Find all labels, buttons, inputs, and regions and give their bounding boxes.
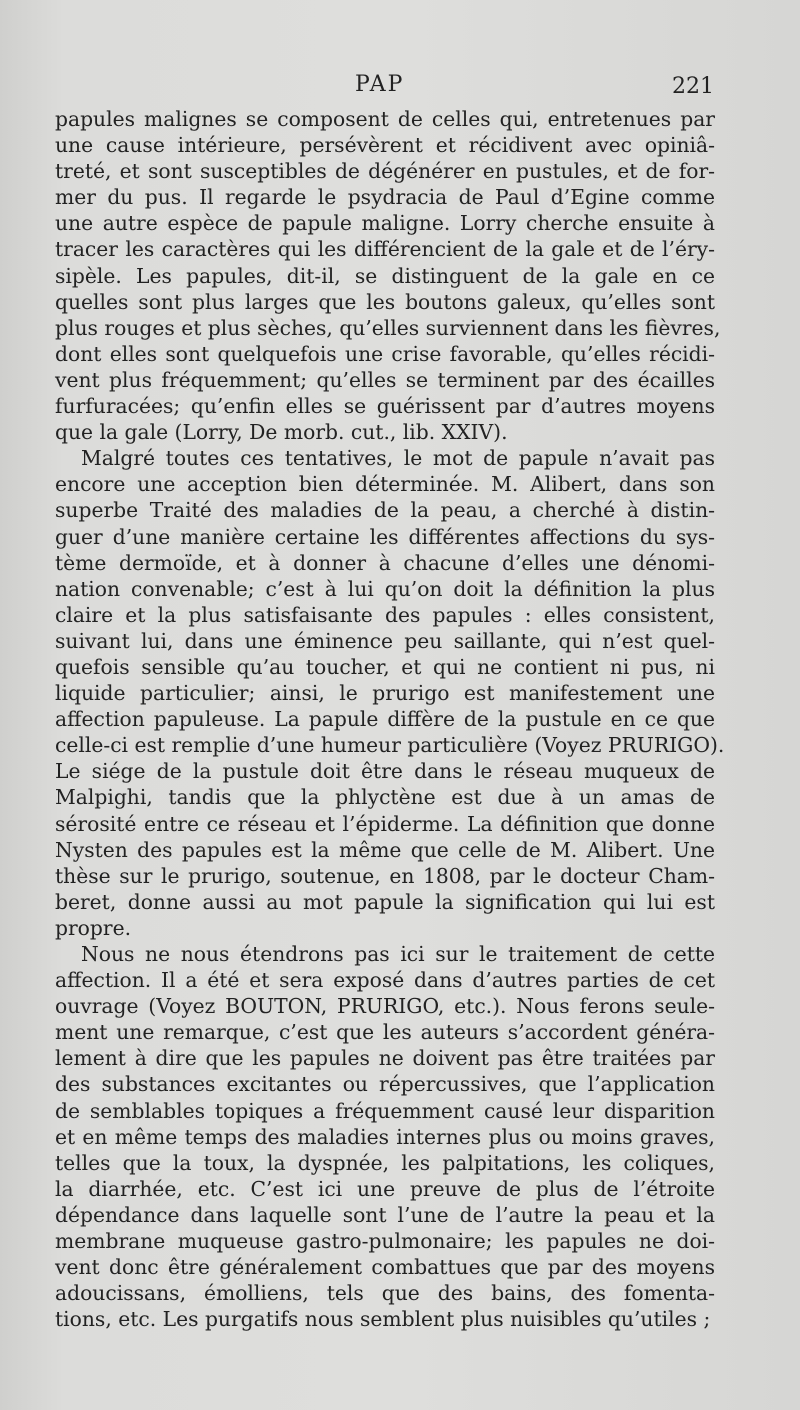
text-line: tions, etc. Les purgatifs nous semblent plus nuisibles qu’utiles ; [55, 1307, 711, 1332]
text-line: sérosité entre ce réseau et l’épiderme. La définition que donne [55, 811, 715, 836]
text-line: ouvrage (Voyez BOUTON, PRURIGO, etc.). Nous ferons seule- [55, 994, 715, 1019]
text-line: quefois sensible qu’au toucher, et qui ne contient ni pus, ni [55, 654, 715, 679]
text-line: liquide particulier; ainsi, le prurigo est manifestement une [55, 681, 715, 706]
text-line: superbe Traité des maladies de la peau, a cherché à distin- [55, 498, 715, 523]
page-number: 221 [672, 74, 714, 99]
text-line: de semblables topiques a fréquemment causé leur disparition [55, 1098, 715, 1123]
body-text [55, 106, 725, 1332]
running-head: PAP [355, 72, 405, 97]
text-line: celle-ci est remplie d’une humeur particulière (Voyez PRURIGO). [55, 733, 725, 758]
text-line: guer d’une manière certaine les différentes affections du sys- [55, 524, 715, 549]
text-line: tème dermoïde, et à donner à chacune d’elles une dénomi- [55, 550, 715, 575]
text-line: des substances excitantes ou répercussives, que l’application [55, 1072, 715, 1097]
paragraph-start-line: Nous ne nous étendrons pas ici sur le traitement de cette [81, 942, 715, 966]
text-line: que la gale (Lorry, De morb. cut., lib. XXIV). [55, 420, 508, 445]
text-line: furfuracées; qu’enfin elles se guérissent par d’autres moyens [55, 394, 715, 419]
text-line: telles que la toux, la dyspnée, les palpitations, les coliques, [55, 1150, 715, 1175]
text-line: thèse sur le prurigo, soutenue, en 1808, par le docteur Cham- [55, 863, 715, 888]
text-line: lement à dire que les papules ne doivent pas être traitées par [55, 1046, 715, 1071]
text-line: plus rouges et plus sèches, qu’elles surviennent dans les fièvres, [55, 315, 721, 340]
text-line: treté, et sont susceptibles de dégénérer en pustules, et de for- [55, 159, 715, 184]
text-line: vent donc être généralement combattues que par des moyens [55, 1255, 715, 1280]
text-line: une cause intérieure, persévèrent et récidivent avec opiniâ- [55, 133, 715, 158]
text-line: dépendance dans laquelle sont l’une de l’autre la peau et la [55, 1202, 715, 1227]
text-line: nation convenable; c’est à lui qu’on doit la définition la plus [55, 576, 715, 601]
text-line: tracer les caractères qui les différencient de la gale et de l’éry- [55, 237, 715, 262]
text-line: ment une remarque, c’est que les auteurs s’accordent généra- [55, 1020, 715, 1045]
text-line: membrane muqueuse gastro-pulmonaire; les papules ne doi- [55, 1229, 715, 1254]
text-line: la diarrhée, etc. C’est ici une preuve de plus de l’étroite [55, 1176, 715, 1201]
text-line: sipèle. Les papules, dit-il, se distinguent de la gale en ce [55, 263, 715, 288]
text-line: papules malignes se composent de celles qui, entretenues par [55, 107, 715, 131]
text-line: affection papuleuse. La papule diffère de la pustule en ce que [55, 707, 715, 732]
text-line: une autre espèce de papule maligne. Lorry cherche ensuite à [55, 211, 715, 236]
text-line: mer du pus. Il regarde le psydracia de Paul d’Egine comme [55, 185, 715, 210]
text-line: suivant lui, dans une éminence peu saillante, qui n’est quel- [55, 628, 715, 653]
text-line: Malpighi, tandis que la phlyctène est due à un amas de [55, 785, 715, 810]
text-line: claire et la plus satisfaisante des papules : elles consistent, [55, 602, 715, 627]
text-line: propre. [55, 915, 132, 940]
text-line: vent plus fréquemment; qu’elles se terminent par des écailles [55, 367, 715, 392]
paragraph-start-line: Malgré toutes ces tentatives, le mot de papule n’avait pas [81, 446, 715, 471]
text-line: adoucissans, émolliens, tels que des bains, des fomenta- [55, 1281, 715, 1306]
text-line: et en même temps des maladies internes plus ou moins graves, [55, 1124, 715, 1149]
text-line: encore une acception bien déterminée. M. Alibert, dans son [55, 472, 715, 497]
text-line: affection. Il a été et sera exposé dans d’autres parties de cet [55, 968, 715, 993]
text-line: beret, donne aussi au mot papule la signification qui lui est [55, 889, 715, 914]
text-line: Le siége de la pustule doit être dans le réseau muqueux de [55, 759, 715, 784]
text-line: dont elles sont quelquefois une crise favorable, qu’elles récidi- [55, 341, 715, 366]
text-line: Nysten des papules est la même que celle de M. Alibert. Une [55, 837, 715, 862]
text-line: quelles sont plus larges que les boutons galeux, qu’elles sont [55, 289, 715, 314]
page-header [0, 72, 800, 106]
